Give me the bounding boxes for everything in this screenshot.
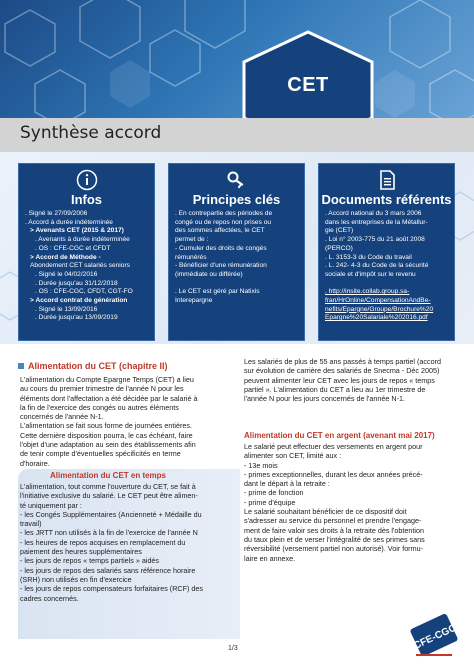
text-line: Le salarié souhaitant bénéficier de ce dispositif doit [244,507,407,517]
text-line: (SRH) non utilisés en fin d'exercice [20,574,132,584]
text-line: - prime d'équipe [244,497,296,507]
text-line: éléments dont l'affectation a été décidée par le salarié à [20,393,198,403]
panel-infos [18,163,155,341]
panel-line: permet de : [175,236,209,244]
text-line: - les JRTT non utilisés à la fin de l'exercice de l'année N [20,528,198,538]
section2-text [20,482,225,603]
cfe-cgc-logo [406,610,462,666]
panel-documents [318,163,455,341]
text-line: - 13e mois [244,460,278,470]
panel-body [175,210,300,306]
panel-line: - Cumuler des droits de congés [175,244,267,252]
panel-line: gie (CET) [325,227,354,235]
panel-line: (immédiate ou différée) [175,270,243,278]
panel-line: . Signé le 27/09/2006 [25,210,88,217]
panel-link[interactable]: fran/HrOnline/CompensationAndBe- [325,297,431,305]
section3-text [244,442,456,563]
panel-line: . En contrepartie des périodes de [175,210,273,217]
panel-body [25,210,150,323]
panel-line: . OS : CFE-CGC, CFDT, CGT-FO [35,288,133,296]
panel-line: . Accord national du 3 mars 2006 [325,210,422,217]
panel-title: Principes clés [192,192,281,207]
panel-line: > Avenants CET (2015 & 2017) [30,227,124,235]
text-line: L'alimentation se fait sous forme de journées entières. [20,421,192,431]
panel-line: - Bénéficier d'une rémunération [175,262,267,270]
text-line: l'année N pour les jours concernés de l'année N-1. [244,394,405,404]
panel-line [175,280,300,289]
panel-line: rémunérés [175,253,207,261]
text-line: - les jours de repos « temps partiels » aidés [20,556,160,566]
text-line: - prime de fonction [244,488,304,498]
panel-line: . Avenants à durée indéterminée [35,236,130,244]
panel-line: . OS : CFE-CGC et CFDT [35,244,111,252]
text-line: - les heures de repos acquises en remplacement du [20,537,186,547]
panel-line: . Signé le 04/02/2016 [35,270,98,278]
hexagon-pattern [0,0,474,118]
section1-title: Alimentation du CET (chapitre II) [28,361,168,371]
panel-line: (PERCO) [325,244,353,252]
svg-text:CFE-CGC: CFE-CGC [412,622,459,652]
text-line: l'objet d'une adaptation au sein des établissements afin [20,440,196,450]
page-subtitle: Synthèse accord [20,123,162,143]
section-marker-icon [18,363,24,369]
text-line: Les salariés de plus de 55 ans passés à temps partiel (accord [244,357,441,366]
text-line: sur évolution de carrière des salariés de Snecma - Déc 2005) [244,366,440,376]
text-line: du taux plein et de verser l'intégralité de ses primes sans [244,534,425,544]
text-line: concernés de l'année N-1. [20,412,104,422]
text-line: L'alimentation du Compte Epargne Temps (CET) a lieu [20,375,194,384]
panel-link[interactable]: Epargne%20Salariale%202016.pdf [325,314,428,322]
text-line: l'initiative exclusive du salarié. Le CET peut être alimen- [20,491,198,501]
page-number: 1/3 [228,645,238,652]
text-line: dant le départ à la retraite : [244,479,330,489]
text-line: ment de faire valoir ses droits à la retraite dès l'obtention [244,525,424,535]
info-icon [76,169,98,191]
text-line: L'alimentation, tout comme l'ouverture du CET, se fait à [20,482,196,491]
panel-line: des sommes affectées, le CET [175,227,265,235]
text-line: réversibilité (versement partiel non autorisé). Voir formu- [244,544,423,554]
panel-line: . Signé le 13/09/2016 [35,305,98,313]
section1-text [20,375,225,468]
text-line: alimenter son CET, limité aux : [244,451,342,461]
panel-line [325,280,450,289]
key-icon [226,169,248,191]
text-line: au cours du premier trimestre de l'année N pour les [20,384,184,394]
panel-line: . Accord à durée indéterminée [25,218,113,226]
panel-title: Documents référents [321,192,452,207]
text-line: cadres concernés. [20,593,79,603]
document-icon [376,169,398,191]
text-line: Le salarié peut effectuer des versements en argent pour [244,442,423,451]
panel-link[interactable]: . http://insite.collab.group.sa- [325,288,410,296]
text-line: peuvent alimenter leur CET avec les jours de repos « temps [244,375,435,385]
panel-line: . L. 242- 4-3 du Code de la sécurité [325,262,429,270]
panel-line: congé ou de repos non prises ou [175,218,272,226]
text-line: la fin de l'exercice des congés ou autres éléments [20,402,179,412]
panel-line: dans les entreprises de la Métallur- [325,218,428,226]
text-line: paiement des heures supplémentaires [20,547,142,557]
section3-title: Alimentation du CET en argent (avenant mai 2017) [244,431,435,440]
text-line: - les jours de repos compensateurs forfaitaires (RCF) des [20,584,203,594]
text-line: partiel ». L'alimentation du CET a lieu au 1er trimestre de [244,384,426,394]
text-line: laire en annexe. [244,553,296,563]
text-line: s'adresser au service du personnel et prendre l'engage- [244,516,422,526]
page-title: CET [287,74,329,96]
panel-link[interactable]: nefits/Epargne/Groupe/Brochure%20 [325,305,434,313]
panel-line: > Accord contrat de génération [30,297,128,305]
panel-line: sociale et d'impôt sur le revenu [325,270,416,278]
text-line: travail) [20,519,42,529]
text-line: de tenir compte d'éventuelles spécificités en terme [20,449,181,459]
panel-principes [168,163,305,341]
text-line: d'horaire. [20,458,50,468]
text-line: Cette dernière disposition pourra, le cas échéant, faire [20,430,193,440]
text-line: té uniquement par : [20,500,82,510]
panel-line: . Loi n° 2003-775 du 21 août 2008 [325,236,425,244]
section2-title: Alimentation du CET en temps [50,471,167,480]
panel-line: Abondement CET salariés seniors [30,262,130,270]
text-line: - les jours de repos des salariés sans référence horaire [20,565,196,575]
header-banner [0,0,474,118]
panel-line: . Le CET est géré par Natixis [175,288,260,296]
panel-line: > Accord de Méthode - [30,253,101,261]
panel-line: . Durée jusqu'au 31/12/2018 [35,279,118,287]
text-line: - les Congés Supplémentaires (Ancienneté + Médaille du [20,509,202,519]
panel-title: Infos [70,192,103,207]
panel-line: . L. 3153-3 du Code du travail [325,253,412,261]
panel-line: . Durée jusqu'au 13/09/2019 [35,314,118,322]
panel-body [325,210,450,323]
text-line: - primes exceptionnelles, durant les deux années précé- [244,469,423,479]
panel-line: Interepargne [175,297,213,305]
right-intro-text [244,357,456,403]
